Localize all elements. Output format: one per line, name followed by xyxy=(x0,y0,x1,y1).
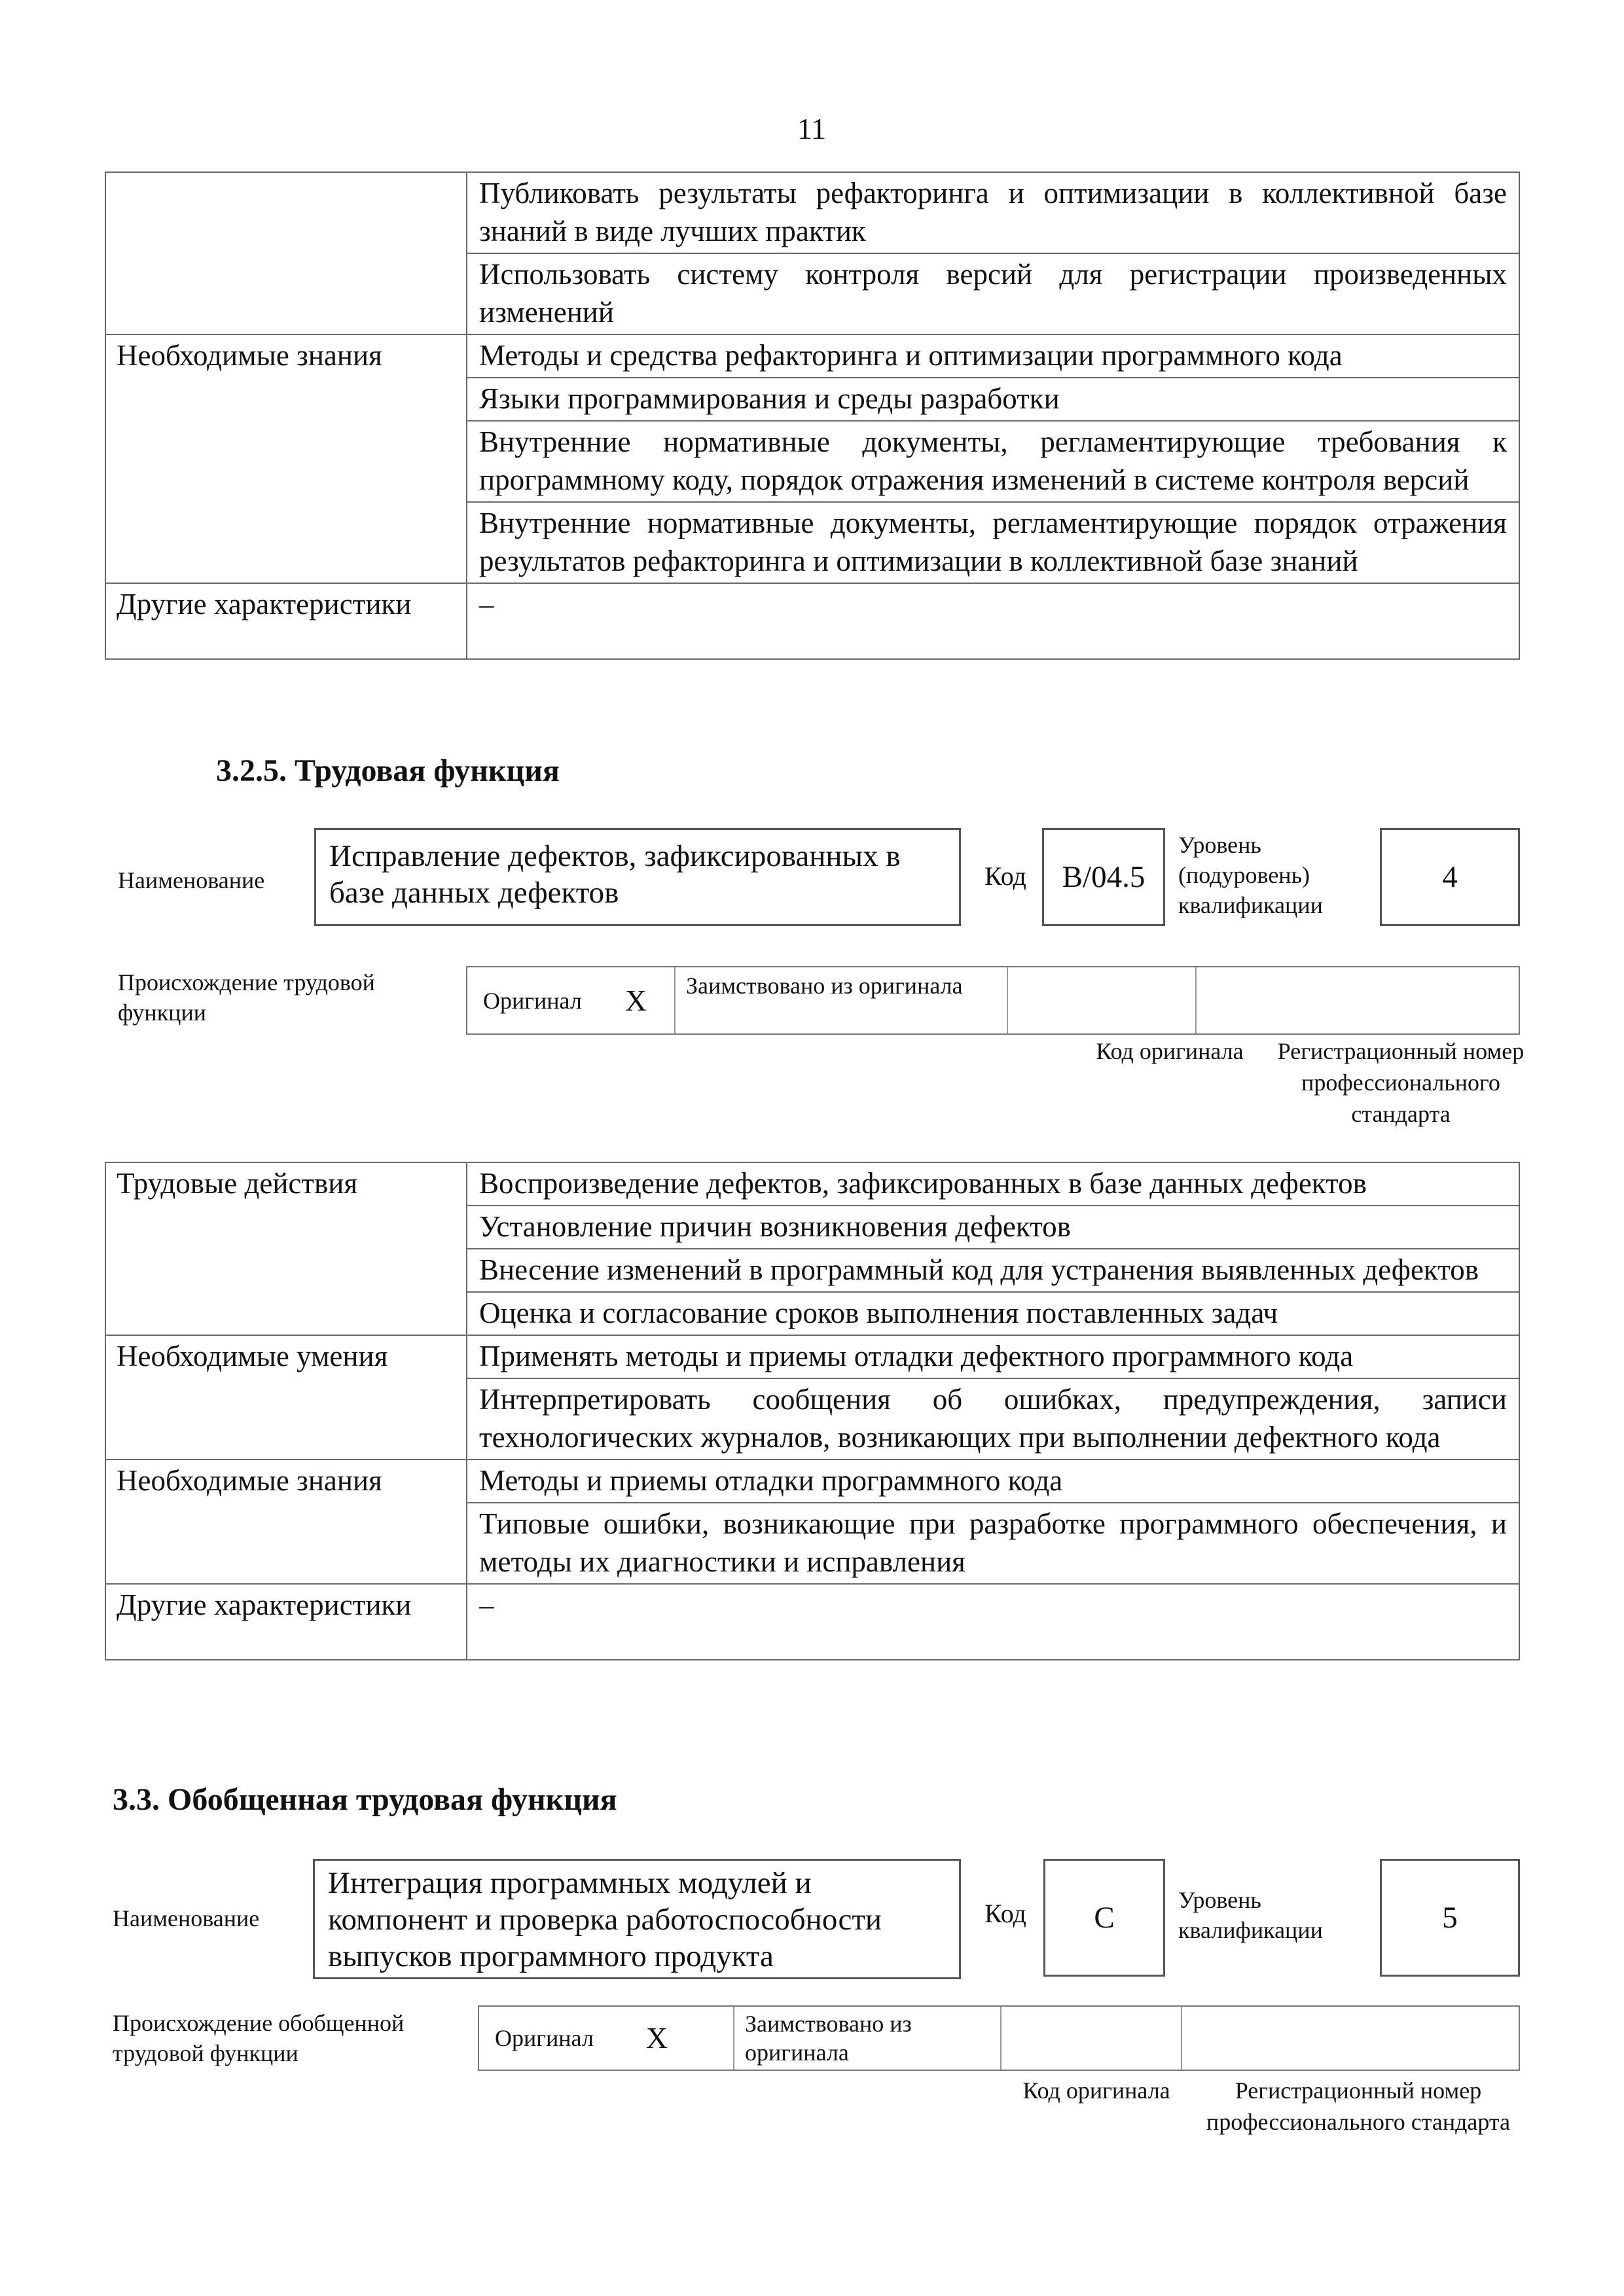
row-item: Методы и приемы отладки программного кода xyxy=(467,1460,1519,1503)
section-325-heading: 3.2.5. Трудовая функция xyxy=(216,753,560,788)
row-item: Языки программирования и среды разработки xyxy=(467,378,1519,421)
row-item: Типовые ошибки, возникающие при разработке программного обеспечения, и методы их диагностики и исправления xyxy=(467,1503,1519,1584)
row-item: Использовать систему контроля версий для регистрации произведенных изменений xyxy=(467,253,1519,334)
row-item: Воспроизведение дефектов, зафиксированных в базе данных дефектов xyxy=(467,1162,1519,1206)
row-item: – xyxy=(467,583,1519,659)
code-value-325 xyxy=(1042,828,1165,926)
row-label: Другие характеристики xyxy=(105,1584,467,1660)
origin-code-cell-33 xyxy=(1001,2007,1182,2070)
name-label-325: Наименование xyxy=(118,867,265,893)
code-label-33: Код xyxy=(984,1899,1026,1928)
table-row xyxy=(105,1460,1519,1503)
origin-borrowed-325: Заимствовано из оригинала xyxy=(676,967,1008,1033)
row-item: Применять методы и приемы отладки дефектного программного кода xyxy=(467,1335,1519,1378)
origin-borrowed-33: Заимствовано из оригинала xyxy=(734,2007,1001,2070)
row-item: – xyxy=(467,1584,1519,1660)
name-label-33: Наименование xyxy=(113,1905,260,1931)
page-number: 11 xyxy=(797,112,827,145)
row-label: Необходимые знания xyxy=(105,334,467,583)
caption-reg-33: Регистрационный номер профессионального стандарта xyxy=(1206,2077,1511,2135)
origin-label-33: Происхождение обобщенной трудовой функции xyxy=(113,2010,405,2066)
origin-row-33 xyxy=(478,2005,1520,2071)
code-value-33-text: C xyxy=(1094,1901,1115,1935)
table-row xyxy=(105,334,1519,378)
origin-mark-33: X xyxy=(645,2021,668,2054)
code-value-33 xyxy=(1043,1859,1165,1977)
name-value-325-text: Исправление дефектов, зафиксированных в базе данных дефектов xyxy=(329,839,901,910)
origin-reg-cell-33 xyxy=(1182,2007,1519,2070)
table-row xyxy=(105,172,1519,253)
name-value-33-text: Интеграция программных модулей и компонент и проверка работоспособности выпусков программного продукта xyxy=(328,1866,882,1973)
caption-code-325: Код оригинала xyxy=(1096,1038,1244,1064)
origin-code-cell-325 xyxy=(1008,967,1197,1033)
origin-label-325: Происхождение трудовой функции xyxy=(118,969,375,1026)
table-row xyxy=(105,1162,1519,1206)
origin-reg-cell-325 xyxy=(1197,967,1519,1033)
origin-original-325: Оригинал xyxy=(483,987,582,1014)
level-label-325: Уровень (подуровень) квалификации xyxy=(1178,832,1323,918)
table-row xyxy=(105,583,1519,659)
level-value-325-text: 4 xyxy=(1442,860,1458,894)
row-item: Установление причин возникновения дефектов xyxy=(467,1206,1519,1249)
top-table xyxy=(105,171,1520,660)
origin-row-325 xyxy=(466,966,1520,1035)
row-item: Внесение изменений в программный код для устранения выявленных дефектов xyxy=(467,1249,1519,1292)
table-row xyxy=(105,1335,1519,1378)
origin-original-33: Оригинал xyxy=(495,2025,594,2051)
level-label-33: Уровень квалификации xyxy=(1178,1887,1323,1943)
level-value-33-text: 5 xyxy=(1442,1901,1458,1935)
row-label xyxy=(105,172,467,334)
name-value-33 xyxy=(313,1859,961,1979)
row-item: Внутренние нормативные документы, регламентирующие порядок отражения результатов рефакторинга и оптимизации в коллективной базе знаний xyxy=(467,502,1519,583)
row-item: Методы и средства рефакторинга и оптимизации программного кода xyxy=(467,334,1519,378)
level-value-33 xyxy=(1380,1859,1520,1977)
origin-original-cell-33 xyxy=(479,2007,734,2070)
row-item: Публиковать результаты рефакторинга и оптимизации в коллективной базе знаний в виде лучших практик xyxy=(467,172,1519,253)
row-label: Другие характеристики xyxy=(105,583,467,659)
origin-original-cell xyxy=(467,967,676,1033)
code-value-325-text: B/04.5 xyxy=(1062,860,1146,894)
caption-code-33: Код оригинала xyxy=(1022,2077,1170,2104)
caption-reg-325: Регистрационный номер профессионального стандарта xyxy=(1277,1038,1525,1127)
row-label: Трудовые действия xyxy=(105,1162,467,1335)
name-value-325 xyxy=(314,828,961,926)
table-row xyxy=(105,1584,1519,1660)
row-item: Оценка и согласование сроков выполнения поставленных задач xyxy=(467,1292,1519,1335)
row-label: Необходимые умения xyxy=(105,1335,467,1460)
row-item: Интерпретировать сообщения об ошибках, предупреждения, записи технологических журналов, возникающих при выполнении дефектного кода xyxy=(467,1378,1519,1460)
origin-mark-325: X xyxy=(624,983,647,1017)
row-label: Необходимые знания xyxy=(105,1460,467,1584)
row-item: Внутренние нормативные документы, регламентирующие требования к программному коду, порядок отражения изменений в системе контроля версий xyxy=(467,421,1519,502)
level-value-325 xyxy=(1380,828,1520,926)
table-325 xyxy=(105,1162,1520,1660)
code-label-325: Код xyxy=(984,861,1026,891)
section-33-heading: 3.3. Обобщенная трудовая функция xyxy=(113,1782,617,1817)
